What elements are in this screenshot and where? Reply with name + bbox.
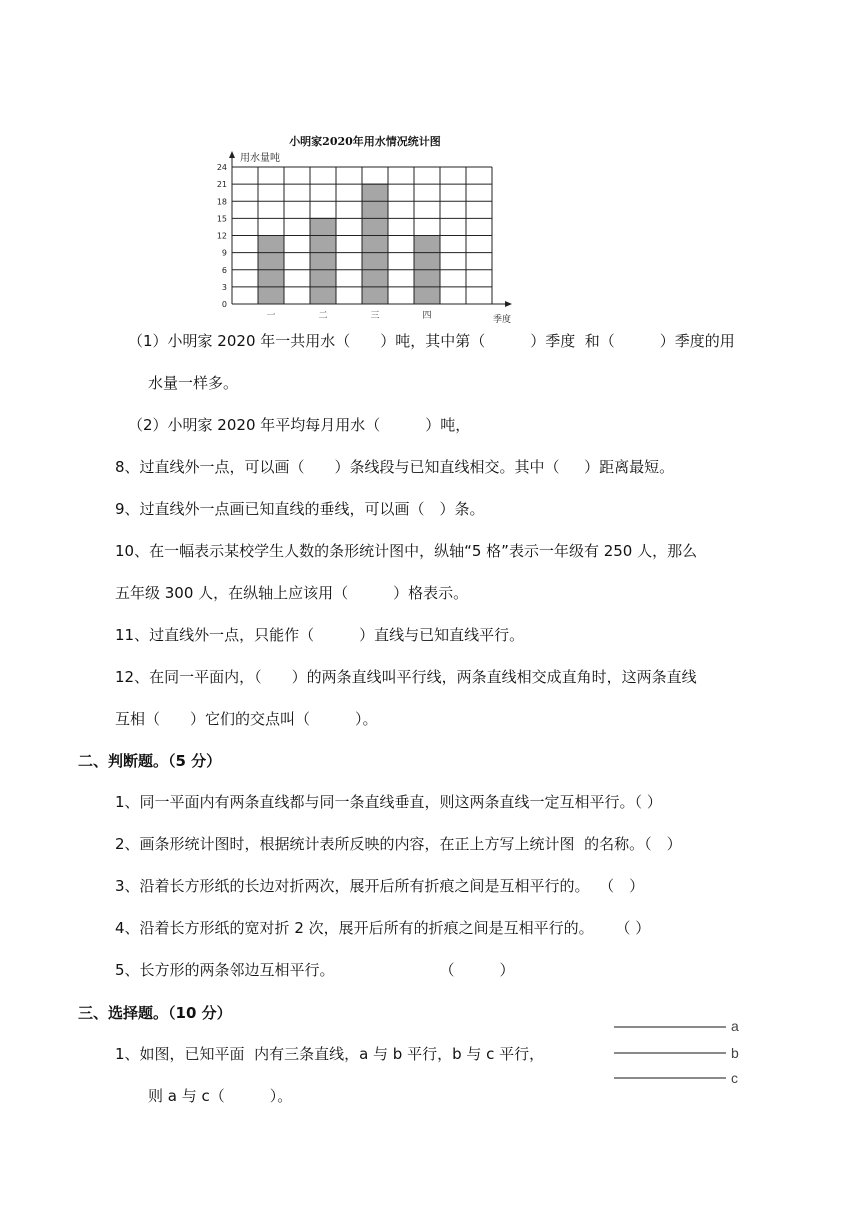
- question-2: （2）小明家 2020 年平均每月用水（ ）吨，: [128, 416, 471, 434]
- question-10-line-2: 五年级 300 人，在纵轴上应该用（ ）格表示。: [115, 584, 469, 602]
- question-9: 9、过直线外一点画已知直线的垂线，可以画（ ）条。: [115, 500, 485, 518]
- label-a: a: [731, 1018, 739, 1034]
- bar-3: [362, 184, 388, 304]
- question-1-line-1: （1）小明家 2020 年一共用水（ ）吨，其中第（ ）季度 和（ ）季度的用: [128, 332, 735, 350]
- x-axis-arrow: [505, 301, 512, 307]
- question-11: 11、过直线外一点，只能作（ ）直线与已知直线平行。: [115, 626, 525, 644]
- y-tick-label: 15: [216, 214, 227, 224]
- chart-title: 小明家2020年用水情况统计图: [289, 135, 441, 148]
- y-tick-label: 24: [216, 163, 227, 172]
- judge-item-5: 5、长方形的两条邻边互相平行。 （ ）: [115, 961, 515, 979]
- y-tick-label: 9: [221, 248, 227, 258]
- water-usage-bar-chart: [205, 146, 525, 331]
- question-1-line-2: 水量一样多。: [148, 374, 239, 392]
- choice-1-line-1: 1、如图，已知平面 内有三条直线，a 与 b 平行，b 与 c 平行，: [115, 1045, 545, 1063]
- x-axis-label: 季度: [493, 315, 512, 325]
- section-3-heading: 三、选择题。（10 分）: [78, 1004, 232, 1022]
- label-c: c: [731, 1070, 738, 1086]
- y-tick-label: 6: [221, 265, 227, 275]
- y-tick-label: 21: [216, 180, 227, 190]
- y-tick-label: 12: [216, 231, 227, 241]
- x-tick-label: 三: [370, 311, 380, 321]
- x-tick-label: 一: [266, 311, 276, 321]
- judge-item-3: 3、沿着长方形纸的长边对折两次，展开后所有折痕之间是互相平行的。 （ ）: [115, 877, 645, 895]
- judge-item-1: 1、同一平面内有两条直线都与同一条直线垂直，则这两条直线一定互相平行。（ ）: [115, 793, 662, 811]
- y-axis-arrow: [229, 151, 235, 158]
- judge-item-2: 2、画条形统计图时，根据统计表所反映的内容，在正上方写上统计图 的名称。（ ）: [115, 835, 682, 853]
- question-10-line-1: 10、在一幅表示某校学生人数的条形统计图中，纵轴“5 格”表示一年级有 250 人，那么: [115, 542, 698, 560]
- question-8: 8、过直线外一点，可以画（ ）条线段与已知直线相交。其中（ ）距离最短。: [115, 458, 675, 476]
- question-12-line-2: 互相（ ）它们的交点叫（ ）。: [115, 710, 378, 728]
- parallel-lines-figure: [610, 1015, 750, 1090]
- question-12-line-1: 12、在同一平面内，（ ）的两条直线叫平行线，两条直线相交成直角时，这两条直线: [115, 668, 697, 686]
- x-tick-label: 四: [422, 311, 432, 321]
- x-tick-label: 二: [318, 311, 328, 321]
- y-tick-label: 18: [216, 197, 227, 207]
- label-b: b: [731, 1045, 739, 1061]
- choice-1-line-2: 则 a 与 c（ ）。: [148, 1087, 293, 1105]
- y-tick-label: 0: [221, 300, 227, 309]
- section-2-heading: 二、判断题。（5 分）: [78, 752, 222, 770]
- y-tick-label: 3: [221, 282, 227, 292]
- y-axis-label: 用水量吨: [240, 153, 280, 164]
- judge-item-4: 4、沿着长方形纸的宽对折 2 次，展开后所有的折痕之间是互相平行的。 （ ）: [115, 919, 651, 937]
- bar-2: [310, 218, 336, 304]
